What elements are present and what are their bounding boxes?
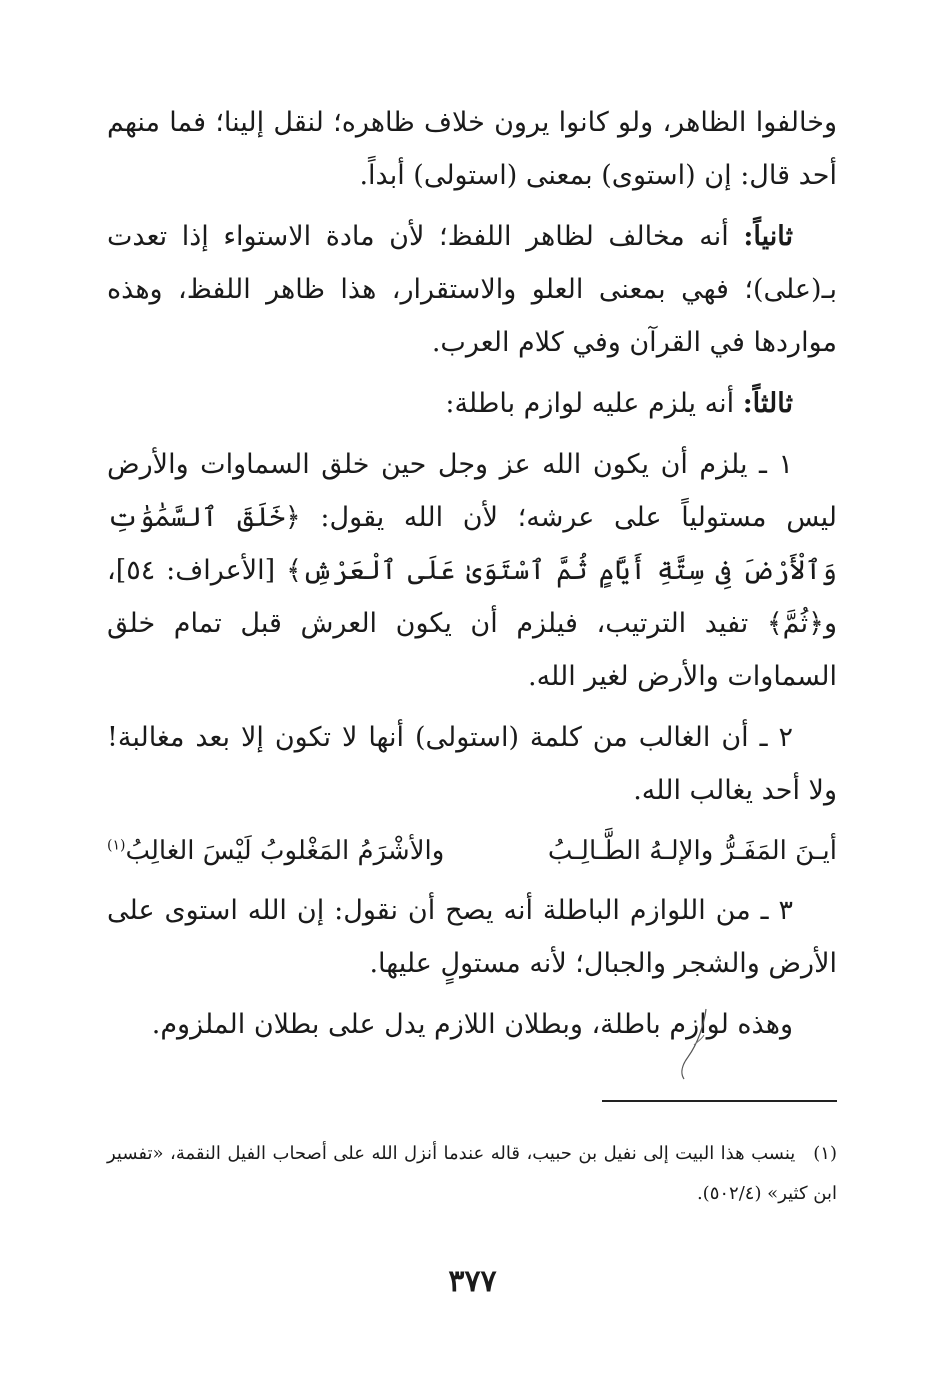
poetry-verse: [107, 825, 837, 878]
paragraph-3-lead: ثالثاً:: [742, 388, 793, 419]
paragraph-4-text-c: تفيد الترتيب، فيلزم أن يكون العرش قبل تمام خلق السماوات والأرض لغير الله.: [107, 608, 837, 692]
paragraph-1-text: وخالفوا الظاهر، ولو كانوا يرون خلاف ظاهره؛ لنقل إلينا؛ فما منهم أحد قال: إن (استوى) بمعنى (استولى) أبداً.: [107, 107, 837, 191]
verse-first-hemistich: أيـنَ المَفَـرُّ والإلـهُ الطَّـالِـبُ: [547, 836, 837, 866]
paragraph-6-text: ٣ ـ من اللوازم الباطلة أنه يصح أن نقول: إن الله استوى على الأرض والشجر والجبال؛ لأنه مستولٍ عليها.: [107, 895, 837, 979]
paragraph-2-text: أنه مخالف لظاهر اللفظ؛ لأن مادة الاستواء إذا تعدت بـ(على)؛ فهي بمعنى العلو والاستقرار، هذا ظاهر اللفظ، وهذه مواردها في القرآن وفي كلام العرب.: [107, 221, 837, 358]
footnote: [107, 1134, 837, 1214]
paragraph-4: [107, 438, 837, 703]
footnote-number: (١): [813, 1143, 837, 1164]
quran-word: ﴿ثُمَّ﴾: [766, 608, 824, 639]
paragraph-7: [107, 998, 837, 1051]
paragraph-7-text: وهذه لوازم باطلة، وبطلان اللازم يدل على بطلان الملزوم.: [151, 1009, 793, 1040]
pen-mark-scribble: [668, 1005, 718, 1085]
paragraph-2-lead: ثانياً:: [743, 221, 793, 252]
main-text: [107, 96, 837, 1059]
paragraph-5-text: ٢ ـ أن الغالب من كلمة (استولى) أنها لا تكون إلا بعد مغالبة! ولا أحد يغالب الله.: [107, 722, 837, 806]
paragraph-5: [107, 711, 837, 817]
paragraph-4-text-a: ١ ـ يلزم أن يكون الله عز وجل حين خلق السماوات والأرض ليس مستولياً على عرشه؛ لأن الله يقول:: [107, 449, 837, 533]
footnote-separator: [602, 1100, 837, 1102]
paragraph-2: [107, 210, 837, 369]
paragraph-4-text-b: [الأعراف: ٥٤]، و: [107, 555, 837, 639]
footnote-text: ينسب هذا البيت إلى نفيل بن حبيب، قاله عندما أنزل الله على أصحاب الفيل النقمة، «تفسير ابن كثير» (٥٠٢/٤).: [107, 1143, 837, 1204]
paragraph-6: [107, 884, 837, 990]
verse-second-hemistich-text: والأشْرَمُ المَغْلوبُ لَيْسَ الغالِبُ: [125, 836, 445, 866]
paragraph-3: [107, 377, 837, 430]
paragraph-3-text: أنه يلزم عليه لوازم باطلة:: [445, 388, 743, 419]
quran-verse: ﴿خَلَقَ ٱلسَّمَٰوَٰتِ وَٱلْأَرْضَ فِى سِتَّةِ أَيَّامٍ ثُمَّ ٱسْتَوَىٰ عَلَى ٱلْعَرْشِ﴾: [107, 502, 837, 586]
footnote-reference[interactable]: (١): [107, 837, 126, 854]
page-number: ٣٧٧: [448, 1264, 497, 1299]
verse-second-hemistich: [107, 825, 444, 878]
paragraph-1: [107, 96, 837, 202]
